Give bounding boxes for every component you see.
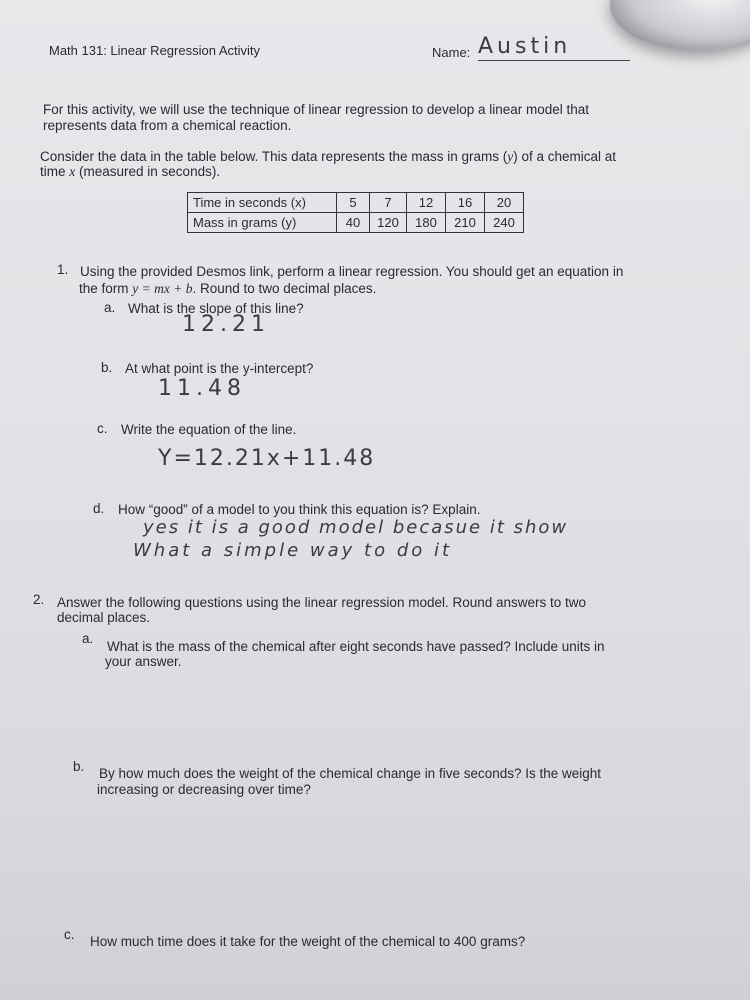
intro-line-1: For this activity, we will use the technique of linear regression to develop a linear model that [43, 102, 590, 117]
row-label-time: Time in seconds (x) [188, 193, 337, 213]
name-underline [478, 60, 630, 61]
q2b-line-2: increasing or decreasing over time? [97, 782, 311, 797]
q2c-text: How much time does it take for the weight of the chemical to 400 grams? [90, 934, 526, 949]
q2b-line-1: By how much does the weight of the chemical change in five seconds? Is the weight [99, 766, 602, 781]
table-cell: 180 [407, 213, 446, 233]
name-label: Name: [432, 45, 471, 60]
q2b-label: b. [73, 759, 85, 774]
intro-line-2: represents data from a chemical reaction. [43, 118, 292, 133]
table-cell: 7 [370, 193, 407, 213]
consider-line-2: time x (measured in seconds). [40, 164, 221, 179]
q2a-line-2: your answer. [105, 654, 182, 669]
q2-line-2: decimal places. [57, 610, 151, 625]
q1d-answer-line-1: yes it is a good model becasue it show [143, 517, 569, 538]
q1d-label: d. [93, 501, 105, 516]
q1a-text: What is the slope of this line? [128, 301, 304, 316]
q1a-label: a. [104, 300, 116, 315]
q1a-answer: 12.21 [182, 312, 270, 337]
course-title: Math 131: Linear Regression Activity [49, 43, 260, 58]
table-row [188, 213, 524, 233]
table-cell: 240 [485, 213, 524, 233]
q1c-answer: Y=12.21x+11.48 [158, 446, 376, 471]
q2a-line-1: What is the mass of the chemical after eight seconds have passed? Include units in [107, 639, 605, 654]
q1d-text: How “good” of a model to you think this equation is? Explain. [118, 502, 481, 517]
consider-line-1: Consider the data in the table below. This data represents the mass in grams (y) of a chemical at [40, 149, 617, 164]
table-cell: 12 [407, 193, 446, 213]
q1-number: 1. [57, 262, 69, 277]
q1-line-1: Using the provided Desmos link, perform a linear regression. You should get an equation in [80, 264, 624, 279]
q2-number: 2. [33, 592, 45, 607]
q1c-label: c. [97, 421, 108, 436]
data-table [187, 192, 524, 233]
table-row [188, 193, 524, 213]
q2c-label: c. [64, 927, 75, 942]
binder-clip [610, 0, 750, 50]
table-cell: 20 [485, 193, 524, 213]
student-name: Austin [478, 34, 572, 59]
table-cell: 16 [446, 193, 485, 213]
q1b-answer: 11.48 [158, 376, 246, 401]
q1b-label: b. [101, 360, 113, 375]
q1c-text: Write the equation of the line. [121, 422, 297, 437]
q1b-text: At what point is the y-intercept? [125, 361, 314, 376]
table-cell: 5 [337, 193, 370, 213]
table-cell: 120 [370, 213, 407, 233]
q2a-label: a. [82, 631, 94, 646]
table-cell: 40 [337, 213, 370, 233]
q2-line-1: Answer the following questions using the linear regression model. Round answers to two [57, 595, 587, 610]
q1d-answer-line-2: What a simple way to do it [133, 540, 453, 561]
row-label-mass: Mass in grams (y) [188, 213, 337, 233]
q1-line-2: the form y = mx + b. Round to two decimal places. [79, 281, 377, 296]
table-cell: 210 [446, 213, 485, 233]
